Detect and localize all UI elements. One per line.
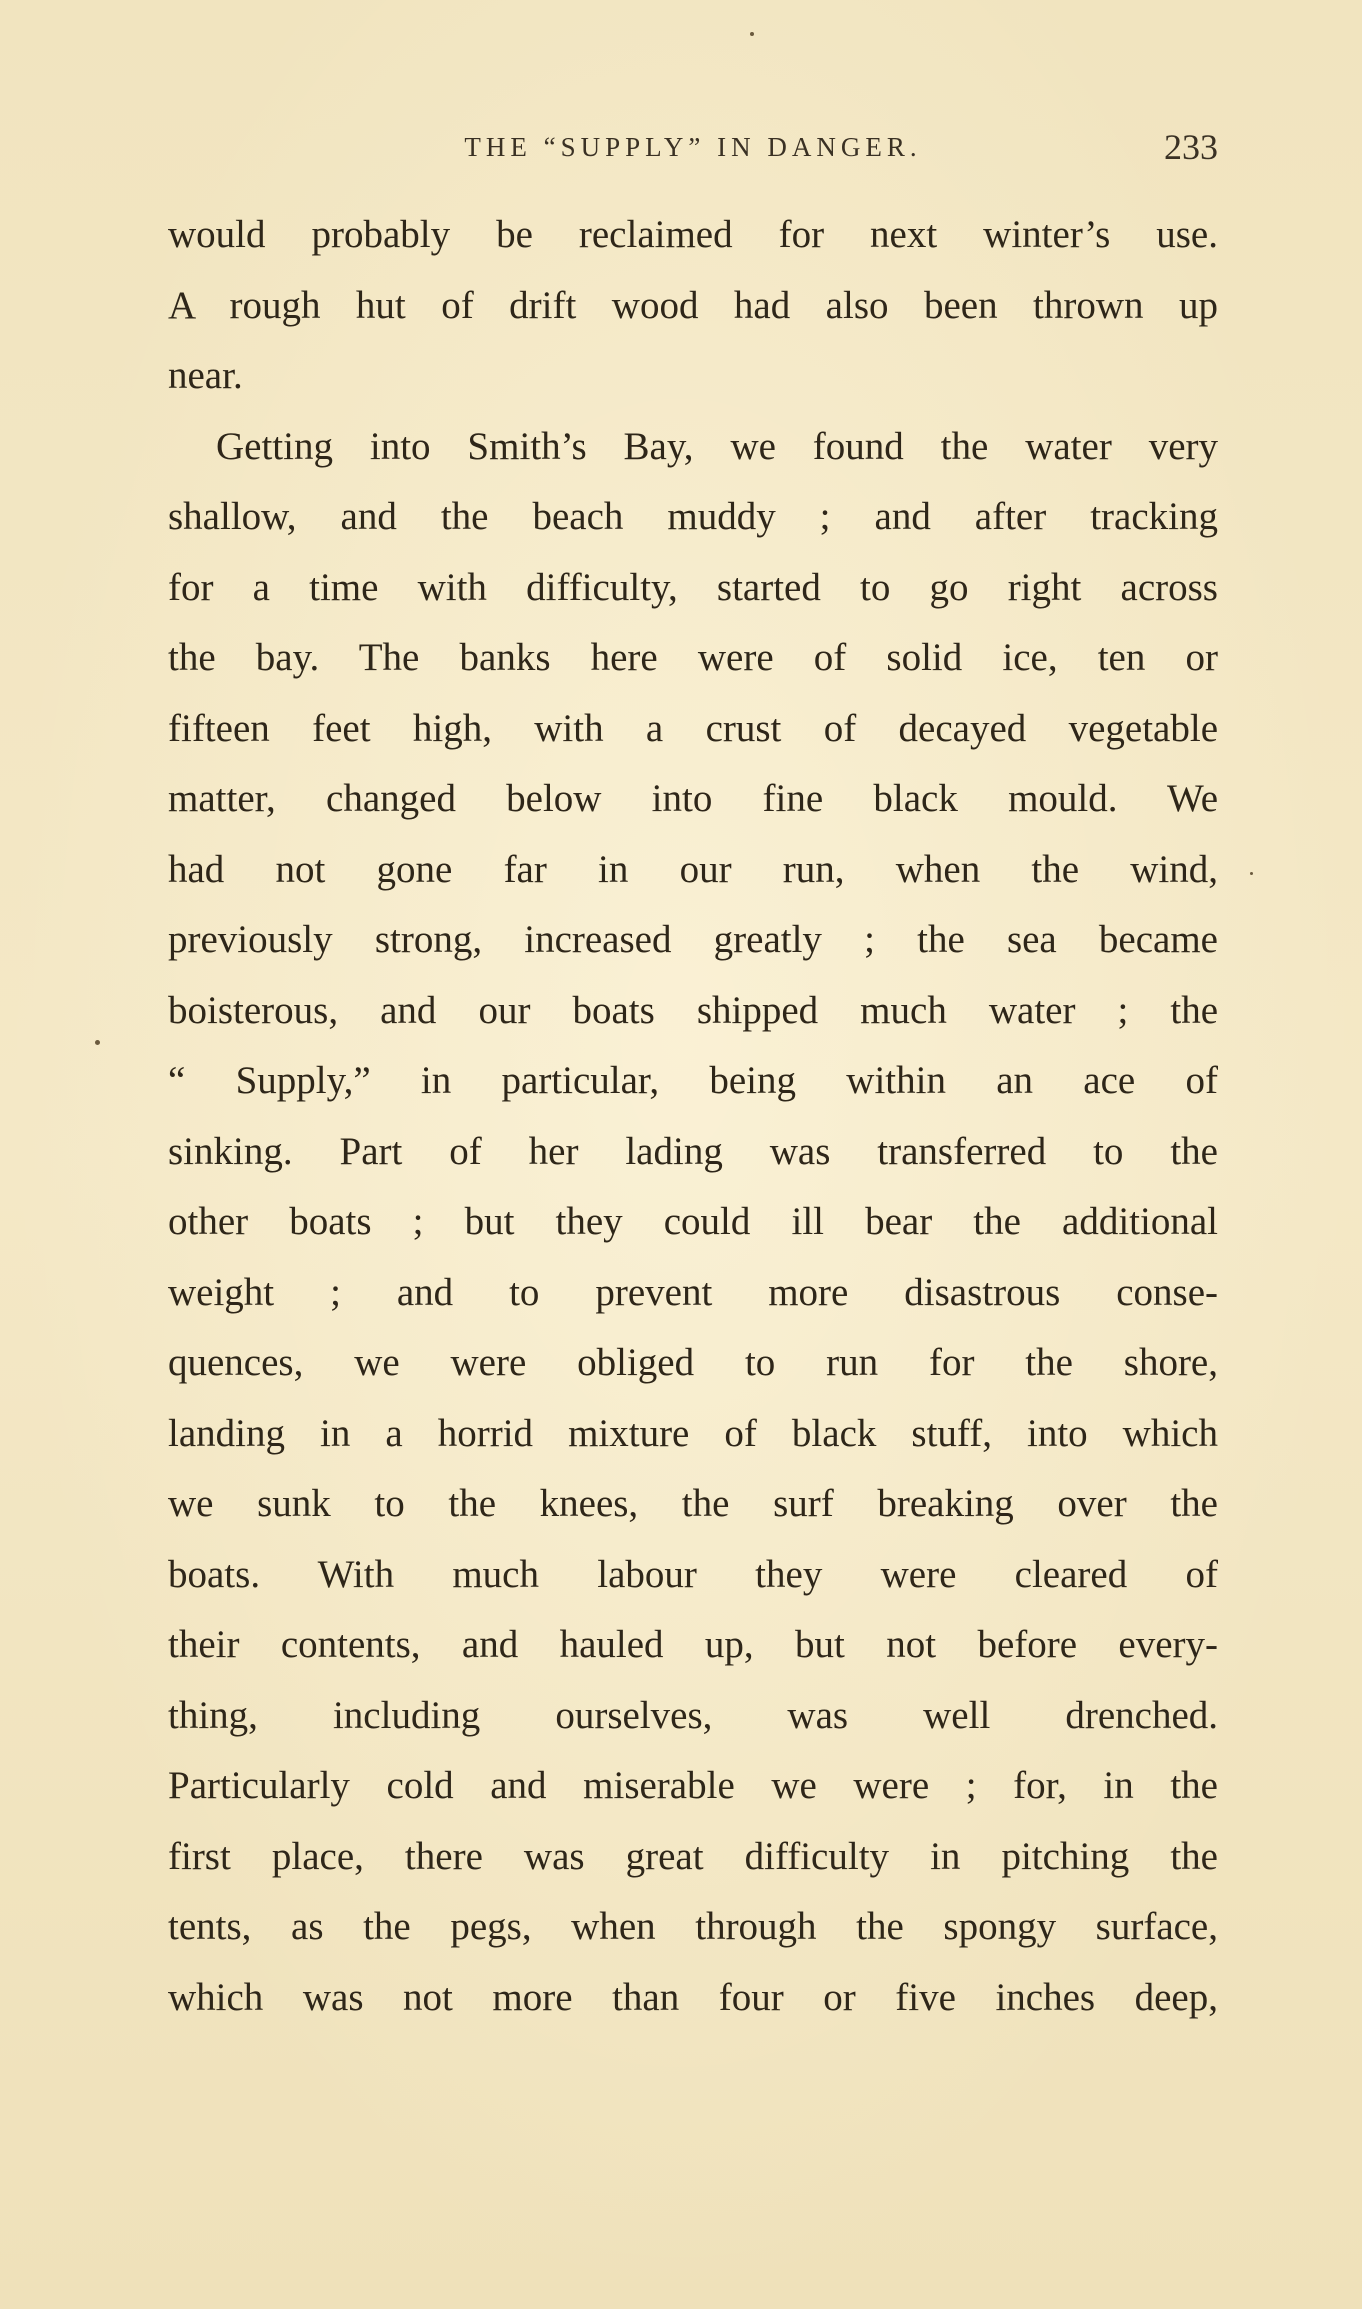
- text-line: boats. With much labour they were cleared of: [168, 1552, 1218, 1596]
- text-line: other boats ; but they could ill bear the additional: [168, 1200, 1218, 1243]
- print-speck: [95, 1040, 100, 1045]
- text-line: would probably be reclaimed for next winter’s use.: [168, 213, 1218, 256]
- text-line: their contents, and hauled up, but not before every-: [168, 1623, 1218, 1666]
- text-line: for a time with difficulty, started to go right across: [168, 565, 1218, 609]
- body-text: [168, 200, 1218, 2033]
- text-line: sinking. Part of her lading was transferred to the: [168, 1129, 1218, 1173]
- print-speck: [1250, 872, 1253, 875]
- text-line: previously strong, increased greatly ; the sea became: [168, 918, 1218, 961]
- text-line: which was not more than four or five inches deep,: [168, 1975, 1218, 2019]
- text-line: fifteen feet high, with a crust of decayed vegetable: [168, 706, 1218, 750]
- text-line: Particularly cold and miserable we were ; for, in the: [168, 1764, 1218, 1807]
- text-line: near.: [168, 354, 243, 397]
- text-line: shallow, and the beach muddy ; and after tracking: [168, 495, 1218, 538]
- text-line: tents, as the pegs, when through the spongy surface,: [168, 1905, 1218, 1948]
- text-line: landing in a horrid mixture of black stuff, into which: [168, 1411, 1218, 1455]
- text-line: thing, including ourselves, was well drenched.: [168, 1693, 1218, 1737]
- text-line: Getting into Smith’s Bay, we found the water very: [216, 424, 1218, 468]
- text-line: quences, we were obliged to run for the shore,: [168, 1341, 1218, 1384]
- text-line: “ Supply,” in particular, being within an ace of: [168, 1059, 1218, 1102]
- text-line: weight ; and to prevent more disastrous conse-: [168, 1270, 1218, 1314]
- text-line: first place, there was great difficulty in pitching the: [168, 1834, 1218, 1878]
- page-number: 233: [1164, 127, 1218, 167]
- running-head: [168, 128, 1218, 168]
- text-line: A rough hut of drift wood had also been thrown up: [168, 283, 1218, 327]
- text-line: we sunk to the knees, the surf breaking over the: [168, 1482, 1218, 1525]
- text-line: the bay. The banks here were of solid ice, ten or: [168, 636, 1218, 679]
- print-speck: [750, 32, 754, 36]
- text-line: had not gone far in our run, when the wind,: [168, 847, 1218, 891]
- running-title: THE “SUPPLY” IN DANGER.: [464, 132, 922, 162]
- text-line: boisterous, and our boats shipped much water ; the: [168, 988, 1218, 1032]
- text-line: matter, changed below into fine black mould. We: [168, 777, 1218, 820]
